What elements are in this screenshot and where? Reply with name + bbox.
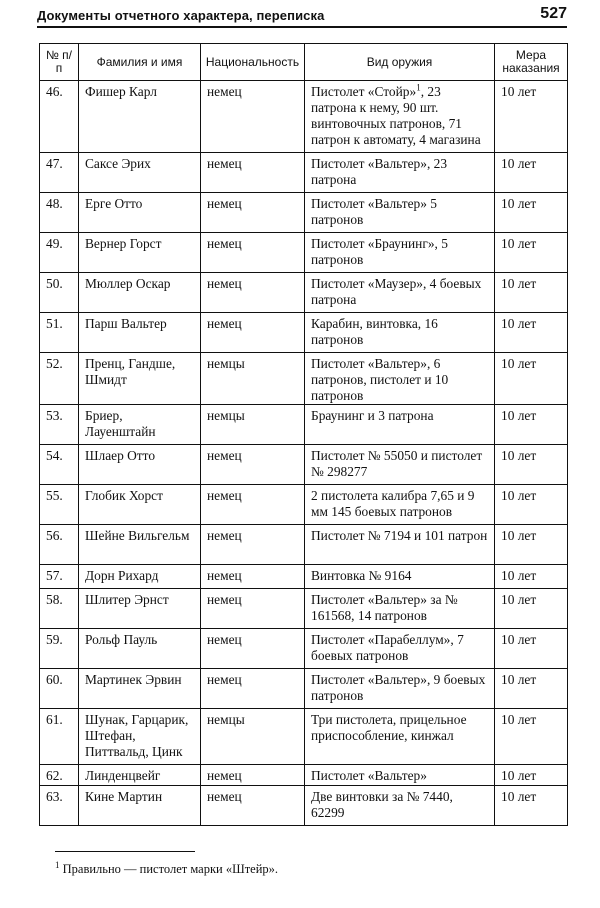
footnote-divider — [55, 851, 195, 852]
row-weapon: 2 пистолета калибра 7,65 и 9 мм 145 боевых патронов — [305, 485, 495, 525]
row-punishment: 10 лет — [495, 273, 568, 313]
row-punishment: 10 лет — [495, 405, 568, 445]
table-row — [40, 233, 568, 273]
row-weapon: Пистолет «Вальтер» за № 161568, 14 патронов — [305, 589, 495, 629]
row-punishment: 10 лет — [495, 765, 568, 786]
row-weapon: Карабин, винтовка, 16 патронов — [305, 313, 495, 353]
row-weapon: Пистолет «Вальтер», 9 боевых патронов — [305, 669, 495, 709]
row-number: 57. — [40, 565, 79, 589]
row-nationality: немец — [201, 233, 305, 273]
row-weapon-text: Пистолет «Стойр» — [311, 84, 417, 99]
row-nationality: немец — [201, 589, 305, 629]
row-name: Фишер Карл — [79, 81, 201, 153]
row-punishment: 10 лет — [495, 193, 568, 233]
table-row — [40, 565, 568, 589]
row-weapon: Пистолет «Браунинг», 5 патронов — [305, 233, 495, 273]
row-number: 49. — [40, 233, 79, 273]
table-row — [40, 353, 568, 405]
row-number: 54. — [40, 445, 79, 485]
row-weapon: Пистолет «Вальтер», 23 патрона — [305, 153, 495, 193]
table-row — [40, 709, 568, 765]
table-row — [40, 445, 568, 485]
row-punishment: 10 лет — [495, 233, 568, 273]
page-number: 527 — [540, 5, 567, 22]
row-nationality: немец — [201, 273, 305, 313]
row-name: Пренц, Гандше, Шмидт — [79, 353, 201, 405]
row-number: 50. — [40, 273, 79, 313]
row-name: Рольф Пауль — [79, 629, 201, 669]
row-number: 60. — [40, 669, 79, 709]
row-name: Мюллер Оскар — [79, 273, 201, 313]
column-header-punishment: Мера наказания — [495, 44, 568, 81]
row-punishment: 10 лет — [495, 353, 568, 405]
row-punishment: 10 лет — [495, 709, 568, 765]
row-punishment: 10 лет — [495, 81, 568, 153]
row-weapon: Пистолет «Парабеллум», 7 боевых патронов — [305, 629, 495, 669]
row-number: 62. — [40, 765, 79, 786]
row-punishment: 10 лет — [495, 445, 568, 485]
table-row — [40, 273, 568, 313]
row-nationality: немец — [201, 313, 305, 353]
row-number: 61. — [40, 709, 79, 765]
row-weapon: Пистолет «Вальтер» 5 патронов — [305, 193, 495, 233]
row-number: 52. — [40, 353, 79, 405]
row-nationality: немец — [201, 525, 305, 565]
column-header-weapon: Вид оружия — [305, 44, 495, 81]
row-number: 59. — [40, 629, 79, 669]
row-nationality: немец — [201, 153, 305, 193]
table-row — [40, 81, 568, 153]
row-number: 46. — [40, 81, 79, 153]
table-row — [40, 669, 568, 709]
row-number: 47. — [40, 153, 79, 193]
row-name: Бриер, Лауенштайн — [79, 405, 201, 445]
row-weapon: Пистолет «Маузер», 4 боевых патрона — [305, 273, 495, 313]
weapons-table — [39, 43, 568, 826]
row-name: Парш Вальтер — [79, 313, 201, 353]
footnote — [55, 859, 279, 877]
row-name: Ерге Отто — [79, 193, 201, 233]
row-weapon: Три пистолета, прицельное приспособление, кинжал — [305, 709, 495, 765]
row-nationality: немцы — [201, 353, 305, 405]
row-number: 51. — [40, 313, 79, 353]
row-name: Шейне Вильгельм — [79, 525, 201, 565]
row-name: Шлаер Отто — [79, 445, 201, 485]
footnote-text: Правильно — пистолет марки «Штейр». — [62, 862, 279, 876]
row-nationality: немец — [201, 445, 305, 485]
row-punishment: 10 лет — [495, 153, 568, 193]
row-punishment: 10 лет — [495, 629, 568, 669]
table-row — [40, 153, 568, 193]
row-number: 63. — [40, 786, 79, 826]
column-header-number: № п/п — [40, 44, 79, 81]
row-number: 55. — [40, 485, 79, 525]
row-name: Саксе Эрих — [79, 153, 201, 193]
row-name: Шунак, Гарцарик, Штефан, Питтвальд, Цинк — [79, 709, 201, 765]
row-nationality: немец — [201, 669, 305, 709]
row-nationality: немец — [201, 565, 305, 589]
row-nationality: немцы — [201, 709, 305, 765]
table-row — [40, 525, 568, 565]
table-header-row — [40, 44, 568, 81]
row-name: Вернер Горст — [79, 233, 201, 273]
row-nationality: немец — [201, 485, 305, 525]
table-row — [40, 485, 568, 525]
row-nationality: немец — [201, 786, 305, 826]
row-name: Глобик Хорст — [79, 485, 201, 525]
row-nationality: немцы — [201, 405, 305, 445]
footnote-marker: 1 — [55, 859, 60, 870]
row-punishment: 10 лет — [495, 589, 568, 629]
table-row — [40, 765, 568, 786]
row-name: Шлитер Эрнст — [79, 589, 201, 629]
row-nationality: немец — [201, 629, 305, 669]
row-name: Мартинек Эрвин — [79, 669, 201, 709]
row-weapon: Пистолет «Вальтер», 6 патронов, пистолет и 10 патронов — [305, 353, 495, 405]
row-weapon: Пистолет «Вальтер» — [305, 765, 495, 786]
row-weapon-text: , 23 патрона к нему, 90 шт. винтовочных патронов, 71 патрон к автомату, 4 магазина — [311, 84, 481, 147]
row-number: 56. — [40, 525, 79, 565]
table-row — [40, 786, 568, 826]
row-nationality: немец — [201, 765, 305, 786]
row-weapon: Пистолет № 7194 и 101 патрон — [305, 525, 495, 565]
row-weapon: Винтовка № 9164 — [305, 565, 495, 589]
footnote-reference: 1 — [416, 82, 421, 93]
row-weapon: Две винтовки за № 7440, 62299 — [305, 786, 495, 826]
row-number: 58. — [40, 589, 79, 629]
row-number: 48. — [40, 193, 79, 233]
table-row — [40, 629, 568, 669]
column-header-name: Фамилия и имя — [79, 44, 201, 81]
row-punishment: 10 лет — [495, 313, 568, 353]
row-nationality: немец — [201, 81, 305, 153]
table-row — [40, 589, 568, 629]
row-weapon: Пистолет № 55050 и пистолет № 298277 — [305, 445, 495, 485]
row-weapon: Браунинг и 3 патрона — [305, 405, 495, 445]
row-weapon — [305, 81, 495, 153]
row-punishment: 10 лет — [495, 669, 568, 709]
running-header — [37, 4, 567, 28]
row-punishment: 10 лет — [495, 786, 568, 826]
table-row — [40, 193, 568, 233]
running-header-title: Документы отчетного характера, переписка — [37, 8, 325, 23]
row-punishment: 10 лет — [495, 565, 568, 589]
table-row — [40, 313, 568, 353]
row-number: 53. — [40, 405, 79, 445]
row-name: Линденцвейг — [79, 765, 201, 786]
row-punishment: 10 лет — [495, 525, 568, 565]
row-name: Кине Мартин — [79, 786, 201, 826]
column-header-nationality: Национальность — [201, 44, 305, 81]
row-name: Дорн Рихард — [79, 565, 201, 589]
row-nationality: немец — [201, 193, 305, 233]
row-punishment: 10 лет — [495, 485, 568, 525]
table-row — [40, 405, 568, 445]
